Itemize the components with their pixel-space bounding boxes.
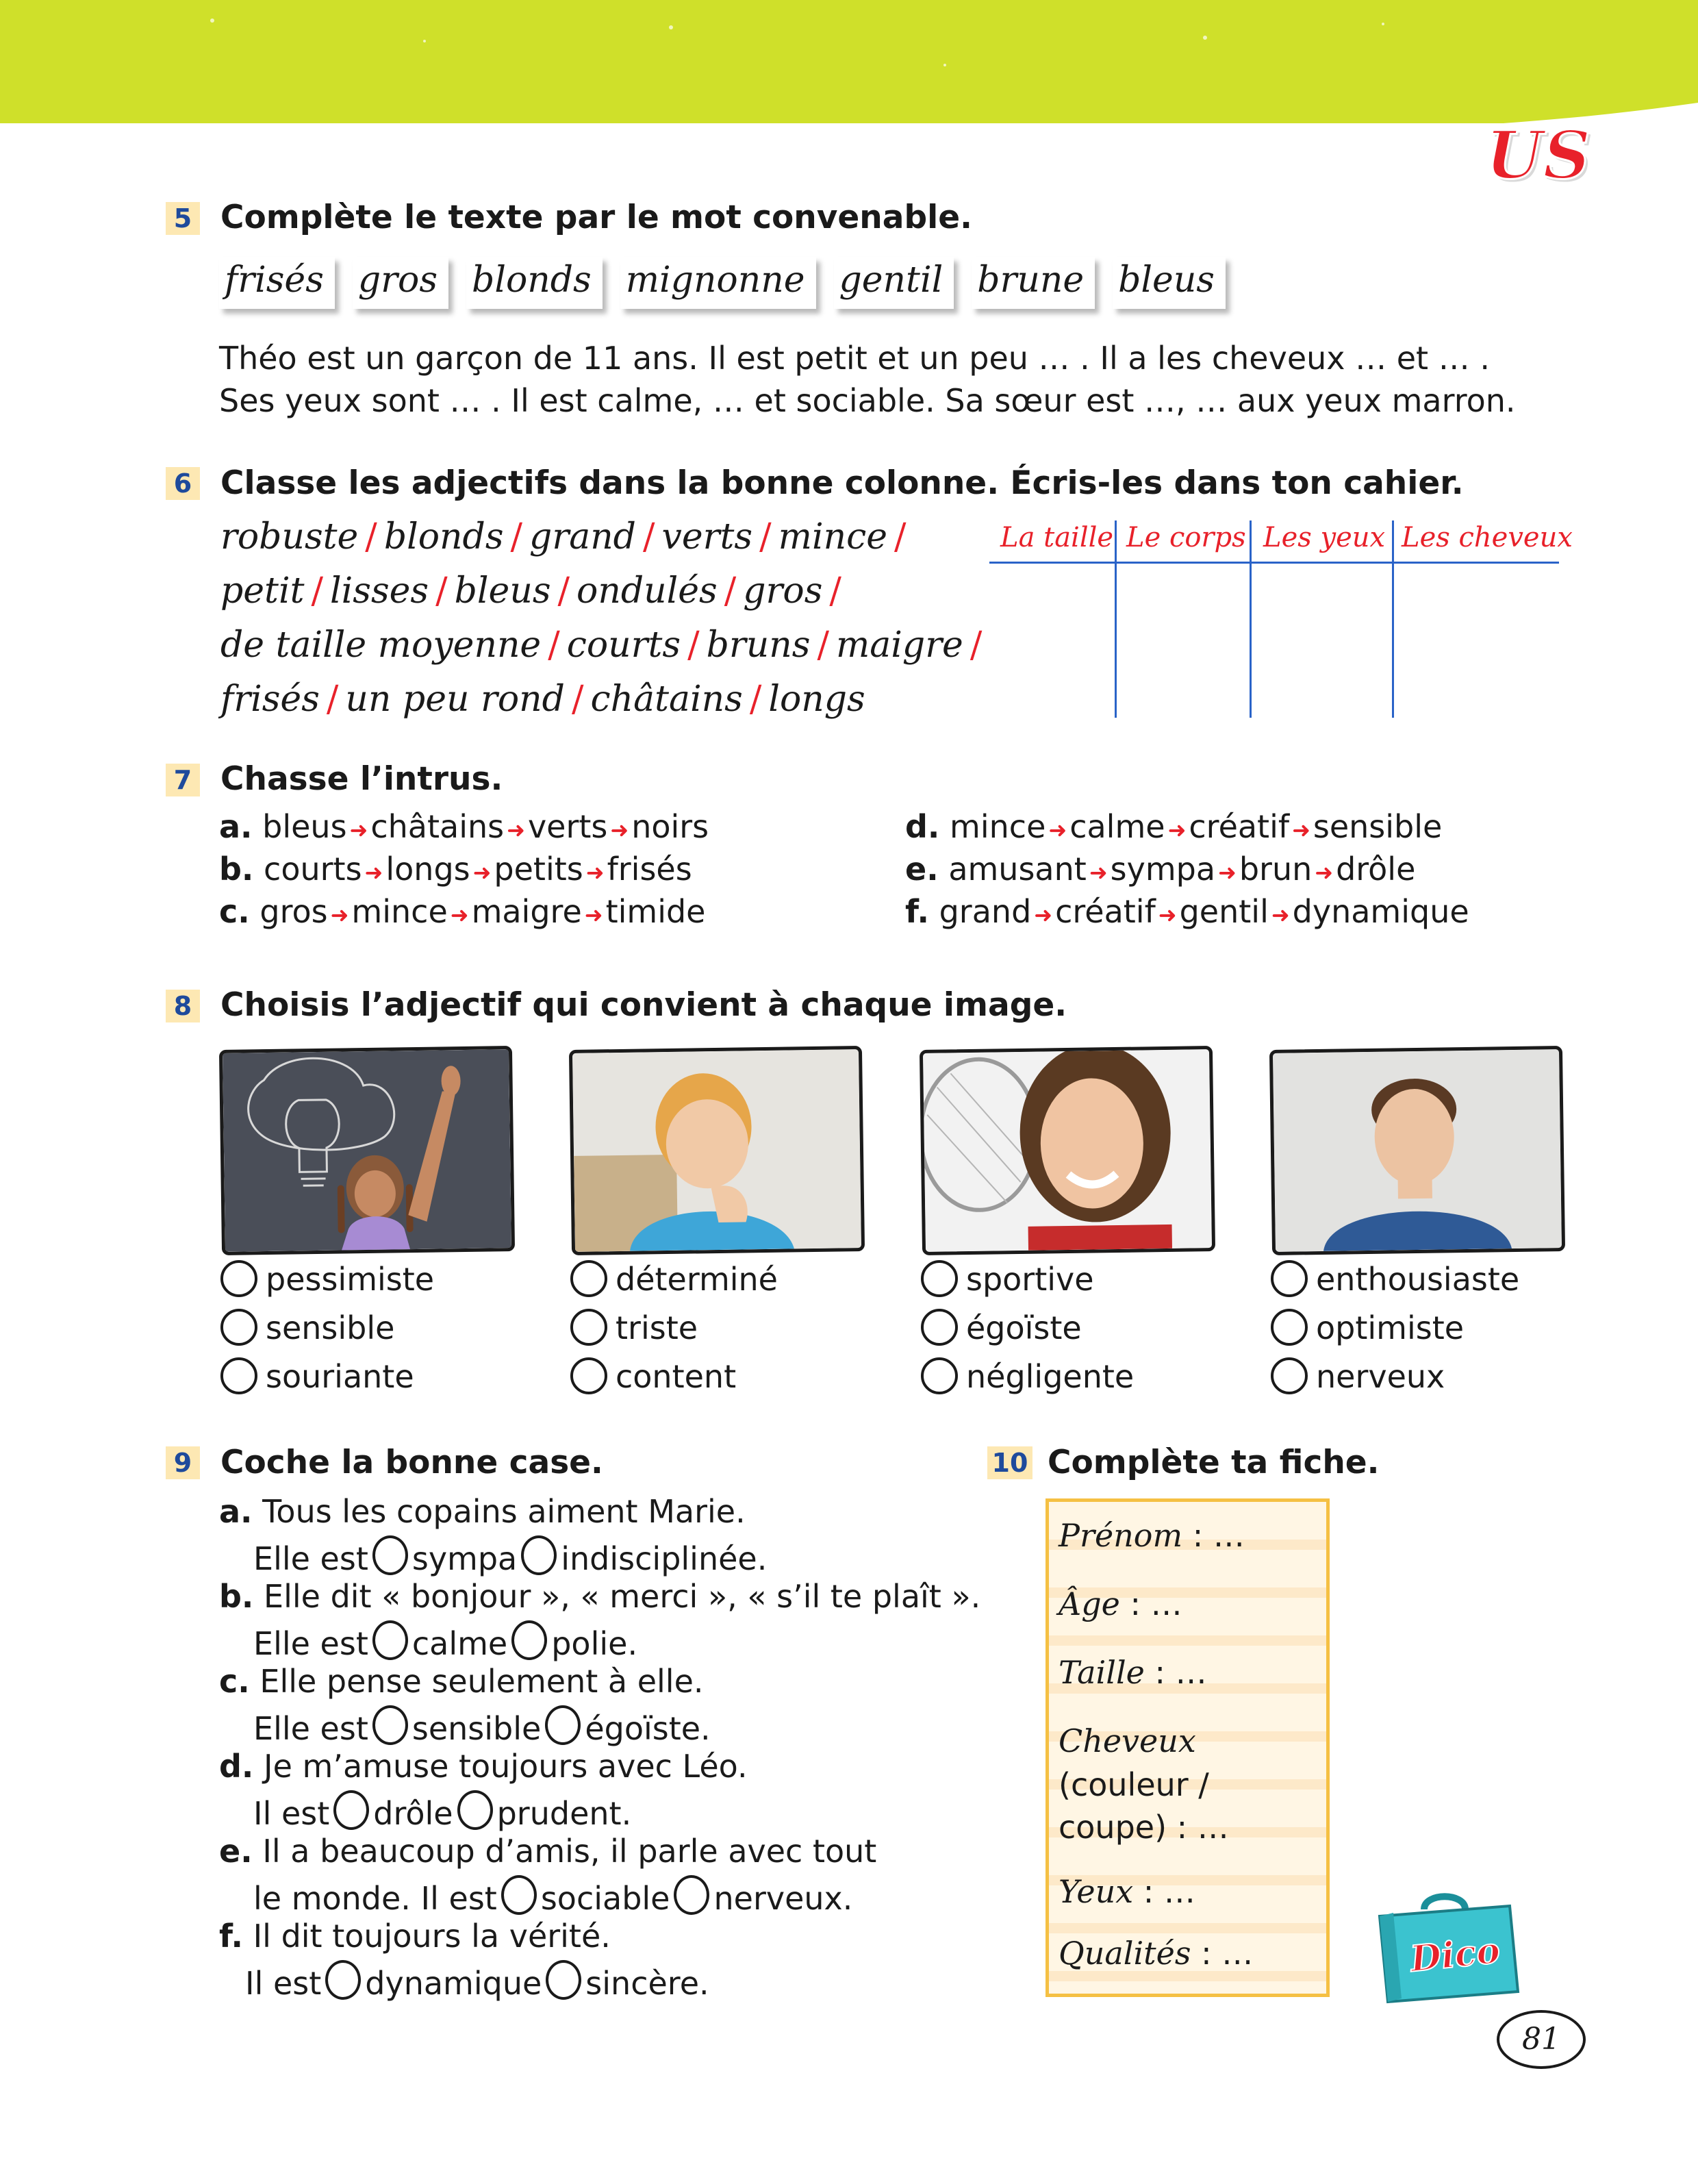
question-sentence: f. Il dit toujours la vérité. [219,1918,611,1955]
fill-text-line: Théo est un garçon de 11 ans. Il est petit et un peu … . Il a les cheveux … et … . [219,340,1490,377]
classification-table [989,520,1573,719]
choice-option[interactable]: égoïste [921,1309,1082,1346]
checkbox-oval[interactable] [501,1875,537,1915]
exercise-instruction: Complète le texte par le mot convenable. [220,199,972,236]
choice-option[interactable]: triste [570,1309,698,1346]
radio-circle [1271,1357,1308,1394]
checkbox-oval[interactable] [325,1960,361,2000]
choice-option[interactable]: content [570,1357,736,1395]
word-bank [219,257,1226,309]
radio-circle [921,1260,958,1297]
word-card: gros [353,257,448,309]
question-answer: Il est drôle prudent. [253,1790,631,1832]
checkbox-oval[interactable] [333,1790,369,1830]
adjective-line: petit / lisses / bleus / ondulés / gros / [220,570,841,612]
choice-option[interactable]: déterminé [570,1260,778,1298]
question-answer: Elle est sympa indisciplinée. [253,1535,767,1577]
question-sentence: c. Elle pense seulement à elle. [219,1663,704,1700]
exercise-number: 6 [166,467,200,500]
exercise-instruction: Complète ta fiche. [1048,1444,1380,1481]
form-field[interactable]: Qualités : … [1059,1935,1254,1972]
choice-option[interactable]: négligente [921,1357,1134,1395]
column-header: Les cheveux [1402,522,1573,553]
column-header: Le corps [1126,522,1246,553]
exercise-instruction: Coche la bonne case. [220,1444,603,1481]
intrus-item: d. mince ➜calme ➜créatif ➜sensible [905,808,1443,845]
question-answer: Il est dynamique sincère. [245,1960,709,2002]
radio-circle [570,1309,607,1346]
checkbox-oval[interactable] [511,1620,547,1660]
word-card: bleus [1113,257,1226,309]
choice-option[interactable]: nerveux [1271,1357,1445,1395]
form-field[interactable]: Taille : … [1059,1654,1207,1691]
radio-circle [1271,1309,1308,1346]
radio-circle [220,1309,257,1346]
exercise-number: 7 [166,764,200,796]
form-field[interactable]: Âge : … [1059,1585,1182,1622]
question-sentence: a. Tous les copains aiment Marie. [219,1493,746,1530]
top-banner [0,0,1698,123]
intrus-item: b. courts ➜longs ➜petits ➜frisés [219,851,692,888]
word-card: blonds [466,257,603,309]
word-card: frisés [219,257,335,309]
choice-option[interactable]: sportive [921,1260,1094,1298]
question-answer: Elle est sensible égoïste. [253,1705,711,1747]
question-sentence: d. Je m’amuse toujours avec Léo. [219,1748,748,1785]
photo-smiling-girl-racket [920,1046,1215,1255]
intrus-item: c. gros ➜mince ➜maigre ➜timide [219,893,706,930]
column-header: Les yeux [1263,522,1386,553]
adjective-line: robuste / blonds / grand / verts / mince / [220,516,907,557]
exercise-instruction: Classe les adjectifs dans la bonne colonne. Écris-les dans ton cahier. [220,464,1464,502]
intrus-item: f. grand ➜créatif ➜gentil ➜dynamique [905,893,1469,930]
checkbox-oval[interactable] [372,1535,408,1575]
exercise-instruction: Chasse l’intrus. [220,760,503,798]
adjective-line: frisés / un peu rond / châtains / longs [220,679,865,720]
choice-option[interactable]: enthousiaste [1271,1260,1519,1298]
intrus-item: e. amusant ➜sympa ➜brun ➜drôle [905,851,1416,888]
form-field[interactable]: Prénom : … [1059,1517,1245,1554]
radio-circle [1271,1260,1308,1297]
form-field-extra: coupe) : … [1059,1809,1229,1846]
exercise-instruction: Choisis l’adjectif qui convient à chaque image. [220,986,1067,1024]
choice-option[interactable]: optimiste [1271,1309,1464,1346]
checkbox-oval[interactable] [372,1620,408,1660]
choice-option[interactable]: pessimiste [220,1260,434,1298]
question-sentence: b. Elle dit « bonjour », « merci », « s’il te plaît ». [219,1578,981,1615]
dico-suitcase-icon[interactable] [1373,1889,1523,2008]
choice-option[interactable]: sensible [220,1309,394,1346]
column-header: La taille [1000,522,1114,553]
radio-circle [921,1309,958,1346]
checkbox-oval[interactable] [546,1960,581,2000]
radio-circle [220,1357,257,1394]
exercise-number: 9 [166,1446,200,1479]
checkbox-oval[interactable] [674,1875,709,1915]
word-card: mignonne [620,257,816,309]
profile-form [1046,1498,1330,1997]
svg-text:Dico: Dico [1408,1929,1502,1981]
radio-circle [570,1357,607,1394]
radio-circle [570,1260,607,1297]
exercise-number: 10 [987,1446,1032,1479]
checkbox-oval[interactable] [372,1705,408,1745]
checkbox-oval[interactable] [521,1535,557,1575]
exercise-number: 8 [166,990,200,1022]
adjective-list [220,510,989,727]
form-field[interactable]: Yeux : … [1059,1873,1195,1910]
intrus-item: a. bleus ➜châtains ➜verts ➜noirs [219,808,709,845]
word-card: brune [972,257,1095,309]
page-number: 81 [1497,2010,1586,2069]
photo-girl-raising-hand [219,1046,515,1255]
radio-circle [220,1260,257,1297]
photo-serious-boy [1269,1046,1565,1255]
word-card: gentil [834,257,954,309]
photo-bored-boy [569,1046,865,1255]
unit-label: US [1486,116,1591,194]
checkbox-oval[interactable] [545,1705,581,1745]
exercise-number: 5 [166,202,200,235]
fill-text-line: Ses yeux sont … . Il est calme, … et sociable. Sa sœur est …, … aux yeux marron. [219,382,1516,419]
question-answer: le monde. Il est sociable nerveux. [253,1875,852,1917]
radio-circle [921,1357,958,1394]
checkbox-oval[interactable] [457,1790,493,1830]
adjective-line: de taille moyenne / courts / bruns / maigre / [220,625,983,666]
choice-option[interactable]: souriante [220,1357,414,1395]
question-sentence: e. Il a beaucoup d’amis, il parle avec tout [219,1833,877,1870]
form-field-extra: (couleur / [1059,1766,1209,1803]
question-answer: Elle est calme polie. [253,1620,637,1662]
form-field[interactable]: Cheveux [1059,1722,1196,1759]
